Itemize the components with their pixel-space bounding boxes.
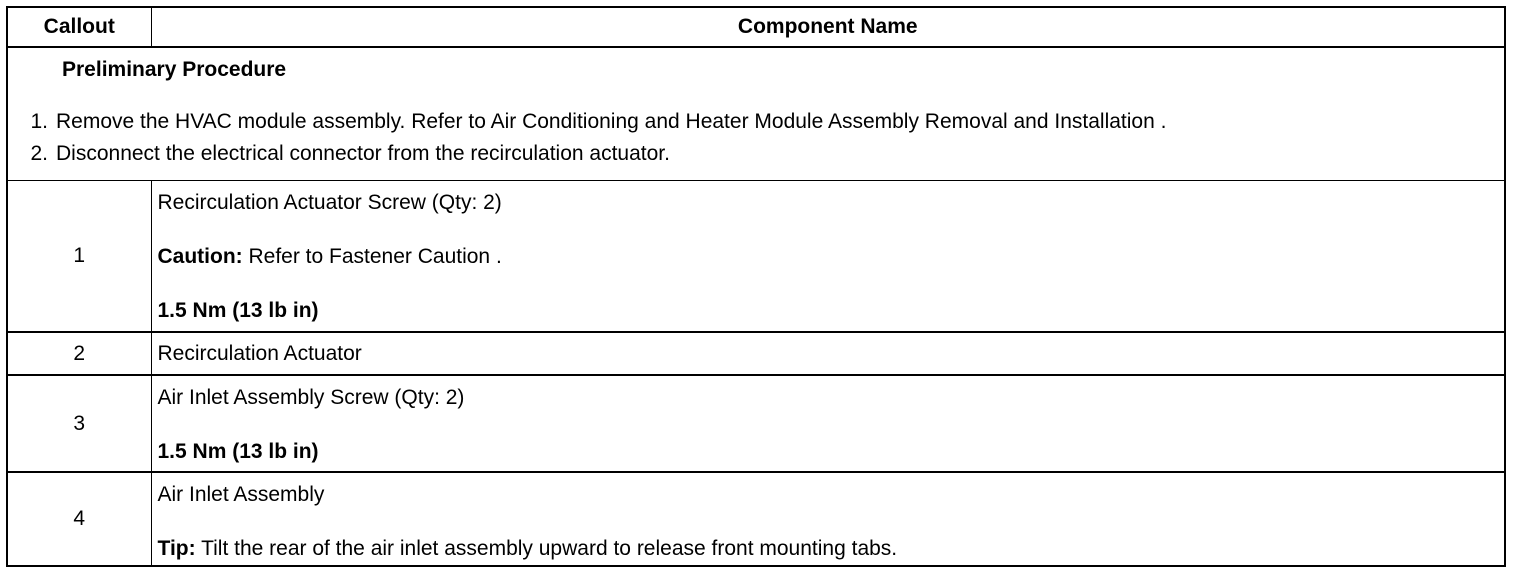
step-number: 1. <box>30 110 48 133</box>
table-row <box>8 180 1504 332</box>
tip-note <box>158 535 1499 563</box>
list-item <box>14 138 1498 170</box>
step-text: Disconnect the electrical connector from the recirculation actuator. <box>56 142 670 165</box>
table-row <box>8 332 1504 375</box>
torque-spec: 1.5 Nm (13 lb in) <box>157 298 319 322</box>
header-callout: Callout <box>8 8 151 47</box>
component-cell <box>151 180 1504 332</box>
callout-number: 2 <box>8 332 151 375</box>
header-component-name: Component Name <box>151 8 1504 47</box>
component-cell <box>151 472 1504 565</box>
tip-text: Tilt the rear of the air inlet assembly upward to release front mounting tabs. <box>195 537 898 560</box>
component-name: Air Inlet Assembly <box>157 483 325 506</box>
step-number: 2. <box>30 142 48 165</box>
preliminary-steps <box>14 106 1498 170</box>
caution-label: Caution: <box>157 244 243 268</box>
header-row <box>8 8 1504 47</box>
torque-spec: 1.5 Nm (13 lb in) <box>157 440 319 463</box>
component-name: Recirculation Actuator <box>151 332 1504 375</box>
list-item <box>14 106 1498 138</box>
caution-text: Refer to Fastener Caution . <box>242 244 502 268</box>
callout-number: 3 <box>8 375 151 472</box>
tip-label: Tip: <box>157 537 196 560</box>
callout-number: 4 <box>8 472 151 565</box>
preliminary-title: Preliminary Procedure <box>62 58 287 81</box>
table-row <box>8 375 1504 472</box>
component-cell <box>151 375 1504 472</box>
step-text: Remove the HVAC module assembly. Refer to Air Conditioning and Heater Module Assembly Removal and Installation . <box>56 110 1167 133</box>
callout-table <box>8 8 1504 565</box>
table-row <box>8 472 1504 565</box>
preliminary-cell <box>8 47 1504 180</box>
procedure-sheet <box>6 6 1506 567</box>
component-name: Air Inlet Assembly Screw (Qty: 2) <box>157 386 465 409</box>
callout-number: 1 <box>8 180 151 332</box>
preliminary-row <box>8 47 1504 180</box>
component-name: Recirculation Actuator Screw (Qty: 2) <box>157 190 502 214</box>
caution-note <box>158 243 1499 271</box>
